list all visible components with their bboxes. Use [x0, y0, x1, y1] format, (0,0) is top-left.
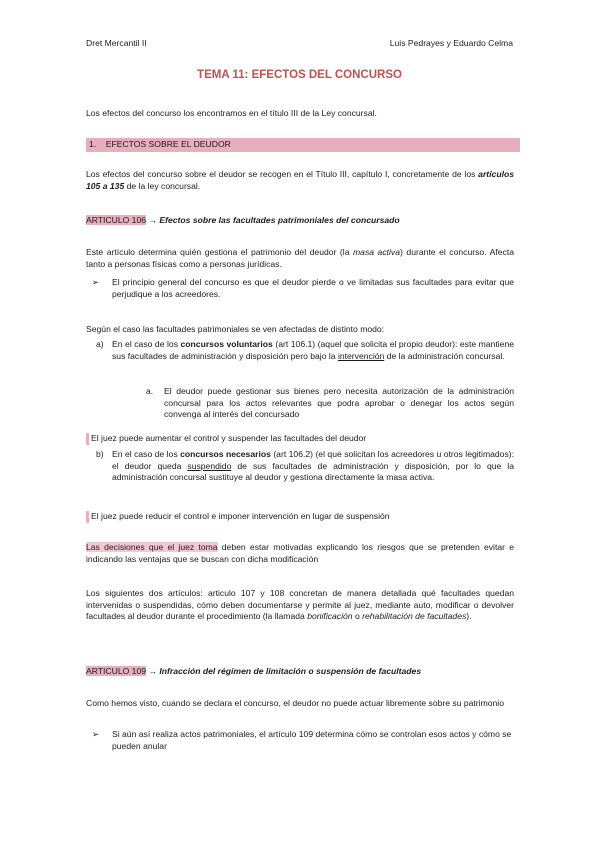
text-run: ) durante el concurso. Afecta tanto a personas físicas como a personas jurídicas.: [86, 247, 514, 269]
highlight-margin-bar: [86, 433, 89, 445]
text-run: (art 106.1) (aquel que solicita el propio deudor): este mantiene sus facultades de administración y disposición pero bajo la: [112, 339, 514, 361]
articles-range-emphasis: artículos 105 a 135: [86, 169, 514, 191]
bullet-text: Si aún así realiza actos patrimoniales, el artículo 109 determina cómo se controlan esos actos y cómo se pueden anular: [112, 729, 512, 751]
paragraph-judge-decisions: [86, 542, 514, 565]
underlined-term: intervención: [337, 350, 385, 361]
list-item-a: [86, 339, 514, 362]
paragraph-articles-range: [86, 169, 514, 192]
list-text: [112, 339, 514, 362]
bullet-text: El principio general del concurso es que el deudor pierde o ve limitadas sus facultades para evitar que perjudique a los acreedores.: [112, 277, 514, 299]
text-run: de sus facultades de administración y disposición, por lo que la administración concursal sustituye al deudor y gestiona directamente la masa activa.: [112, 460, 514, 483]
text-run: Los siguientes dos artículos: articulo 107 y 108 concretan de manera detallada qué facultades quedan intervenidas o suspendidas, cómo deben documentarse y permite al juez, mediante auto, modificar o devolver facultades al deudor durante el procedimiento (la llamada: [86, 588, 514, 622]
sub-list-marker: a.: [146, 386, 154, 396]
text-run: En el caso de los: [112, 449, 181, 459]
list-marker: b): [96, 449, 104, 459]
bullet-item-general-principle: [86, 277, 514, 300]
text-run: deben estar motivadas explicando los riesgos que se pretenden evitar e indicando las ventajas que se buscan con dicha modificación: [86, 542, 514, 564]
section-label: EFECTOS SOBRE EL DEUDOR: [105, 139, 231, 149]
intro-paragraph: Los efectos del concurso los encontramos en el título III de la Ley concursal.: [86, 108, 377, 118]
text-run: o: [352, 611, 363, 622]
page-header: [86, 38, 513, 50]
italic-term: rehabilitación de facultades: [362, 611, 467, 622]
header-course: Dret Mercantil II: [86, 38, 147, 48]
arrow-bullet-icon: ➢: [92, 729, 100, 739]
term-emphasis: concursos voluntarios: [180, 339, 273, 349]
note-judge-reduce: El juez puede reducir el control e imponer intervención en lugar de suspensión: [91, 511, 390, 521]
text-run: (art 106.2) (el que solicitan los acreedores u otros legitimados): el deudor queda: [112, 449, 515, 471]
text-run: Este artículo determina quién gestiona el patrimonio del deudor (la: [86, 247, 354, 257]
arrow-glyph: →: [146, 215, 160, 225]
masa-activa-term: masa activa: [353, 247, 401, 257]
paragraph-articles-107-108: [86, 588, 514, 623]
article-109-heading: [86, 666, 514, 678]
article-label: ARTICULO 106: [86, 215, 147, 225]
term-emphasis: concursos necesarios: [180, 449, 271, 459]
paragraph-patrimony: [86, 247, 514, 270]
section-heading-1: [86, 138, 520, 152]
list-item-b: [86, 449, 514, 484]
paragraph-cases: Según el caso las facultades patrimoniales se ven afectadas de distinto modo:: [86, 324, 385, 334]
bullet-item-art109: [86, 729, 514, 752]
article-title: Efectos sobre las facultades patrimoniales del concursado: [159, 215, 400, 225]
sub-item-a1: [146, 386, 514, 421]
text-run: ).: [466, 611, 472, 622]
list-text: [112, 449, 514, 484]
text-run: de la ley concursal.: [124, 180, 201, 191]
italic-term: bonificación: [307, 611, 353, 622]
paragraph-declared-concurso: Como hemos visto, cuando se declara el concurso, el deudor no puede actuar libremente sobre su patrimonio: [86, 698, 504, 708]
highlight-margin-bar: [86, 511, 89, 523]
article-title: Infracción del régimen de limitación o suspensión de facultades: [159, 666, 422, 676]
arrow-bullet-icon: ➢: [92, 277, 100, 287]
text-run: de la administración concursal.: [384, 350, 505, 361]
section-number: 1.: [89, 139, 97, 149]
list-marker: a): [96, 339, 104, 349]
document-title: TEMA 11: EFECTOS DEL CONCURSO: [197, 69, 402, 81]
highlighted-text: Las decisiones que el juez toma: [86, 542, 218, 552]
header-authors: Luis Pedrayes y Eduardo Celma: [389, 38, 513, 48]
text-run: Los efectos del concurso sobre el deudor se recogen en el Título III, capítulo I, concretamente de los: [86, 169, 479, 179]
text-run: En el caso de los: [112, 339, 181, 349]
arrow-glyph: →: [146, 666, 160, 676]
note-judge-increase: El juez puede aumentar el control y suspender las facultades del deudor: [91, 433, 367, 443]
underlined-term: suspendido: [187, 460, 232, 471]
article-106-heading: [86, 215, 514, 227]
article-label: ARTICULO 109: [86, 666, 147, 676]
sub-list-text: El deudor puede gestionar sus bienes pero necesita autorización de la administración concursal para los actos relevantes que podra aprobar o denegar los actos según convenga al interés del concursado: [164, 386, 514, 420]
